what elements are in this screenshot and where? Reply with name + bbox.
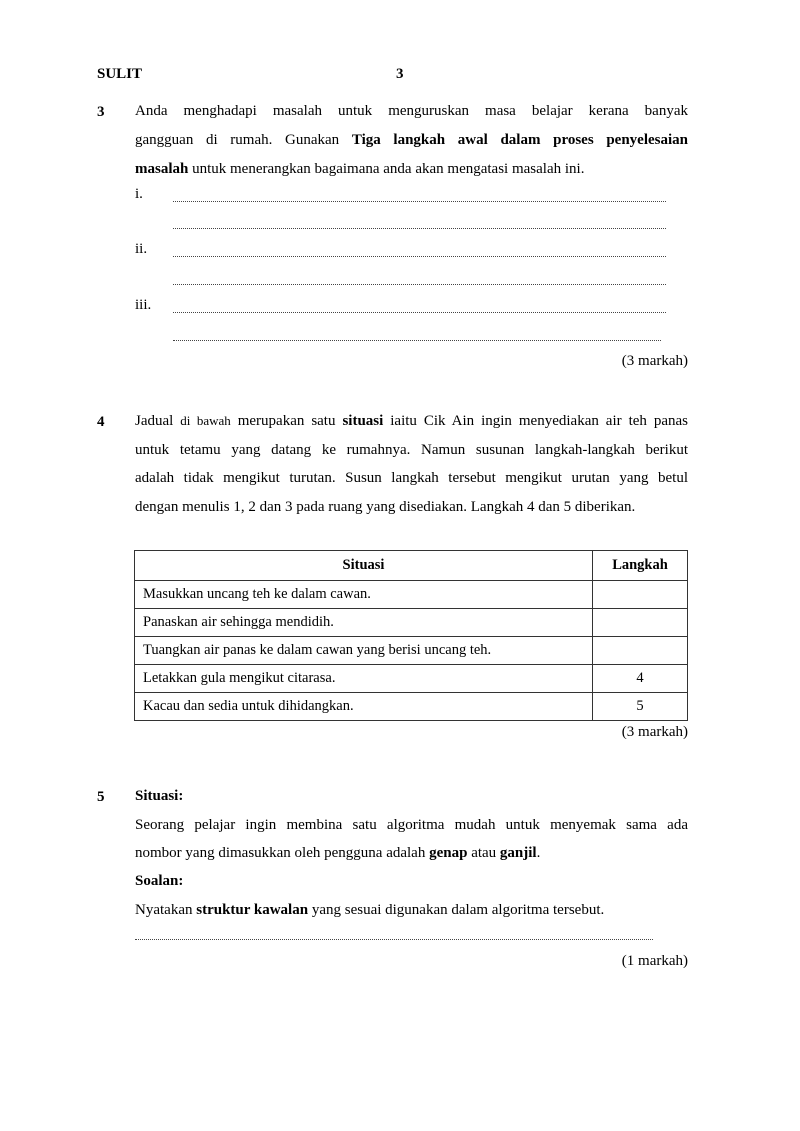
situasi-cell: Tuangkan air panas ke dalam cawan yang berisi uncang teh.: [135, 637, 593, 665]
table-row: [135, 581, 688, 609]
q5-text: Nyatakan: [135, 902, 197, 918]
q3-bold-text: masalah: [135, 161, 189, 177]
question-4-marks: (3 markah): [621, 724, 688, 740]
question-5-number: 5: [97, 789, 105, 805]
q3-text: untuk menerangkan bagaimana anda akan mengatasi masalah ini.: [188, 161, 585, 177]
question-5-text-line-3: [135, 896, 688, 924]
question-4-text-line-2: untuk tetamu yang datang ke rumahnya. Namun susunan langkah-langkah berikut: [135, 442, 688, 458]
question-5-text-line-2: [135, 839, 688, 867]
question-5-marks: (1 markah): [621, 953, 688, 969]
answer-line-q5[interactable]: [135, 939, 653, 940]
page-number: 3: [396, 66, 404, 82]
table-header-row: [135, 551, 688, 581]
answer-label-i: i.: [135, 186, 143, 202]
question-3-marks: (3 markah): [621, 353, 688, 369]
q3-text: gangguan di rumah. Gunakan: [135, 132, 352, 148]
soalan-label: Soalan:: [135, 873, 184, 889]
q5-bold-text: ganjil: [499, 845, 537, 861]
answer-line-iii-1[interactable]: [173, 312, 666, 313]
langkah-input-cell[interactable]: [593, 581, 688, 609]
question-3-text-line-1: Anda menghadapi masalah untuk menguruskan masa belajar kerana banyak: [135, 103, 688, 119]
table-row: [135, 693, 688, 721]
langkah-cell: 4: [593, 665, 688, 693]
q5-text: nombor yang dimasukkan oleh pengguna adalah: [135, 845, 430, 861]
question-3-text-line-2: [135, 126, 688, 154]
column-header-langkah: Langkah: [593, 551, 688, 581]
question-4-text-line-1: [135, 407, 688, 435]
q5-text: yang sesuai digunakan dalam algoritma tersebut.: [308, 902, 605, 918]
q5-bold-text: genap: [429, 845, 468, 861]
table-row: [135, 637, 688, 665]
q4-text: di bawah: [180, 413, 231, 428]
question-3-text-line-3: [135, 155, 688, 183]
answer-line-ii-2[interactable]: [173, 284, 666, 285]
answer-label-ii: ii.: [135, 241, 148, 257]
situasi-cell: Panaskan air sehingga mendidih.: [135, 609, 593, 637]
answer-label-iii: iii.: [135, 297, 152, 313]
table-row: [135, 665, 688, 693]
column-header-situasi: Situasi: [135, 551, 593, 581]
question-3-number: 3: [97, 104, 105, 120]
q5-text: .: [536, 845, 541, 861]
q3-bold-text: Tiga langkah awal dalam proses penyelesaian: [351, 132, 689, 148]
langkah-input-cell[interactable]: [593, 637, 688, 665]
answer-line-ii-1[interactable]: [173, 256, 666, 257]
answer-line-i-1[interactable]: [173, 201, 666, 202]
answer-line-iii-2[interactable]: [173, 340, 661, 341]
situasi-cell: Kacau dan sedia untuk dihidangkan.: [135, 693, 593, 721]
langkah-input-cell[interactable]: [593, 609, 688, 637]
question-4-text-line-4: dengan menulis 1, 2 dan 3 pada ruang yang disediakan. Langkah 4 dan 5 diberikan.: [135, 499, 636, 515]
answer-line-i-2[interactable]: [173, 228, 666, 229]
langkah-cell: 5: [593, 693, 688, 721]
q4-bold-text: situasi: [342, 413, 384, 429]
q5-bold-text: struktur kawalan: [196, 902, 309, 918]
question-4-text-line-3: adalah tidak mengikut turutan. Susun langkah tersebut mengikut urutan yang betul: [135, 470, 688, 486]
situasi-label: Situasi:: [135, 788, 184, 804]
question-4-number: 4: [97, 414, 105, 430]
header-sulit: SULIT: [97, 66, 143, 82]
table-row: [135, 609, 688, 637]
question-5-text-line-1: Seorang pelajar ingin membina satu algoritma mudah untuk menyemak sama ada: [135, 817, 688, 833]
steps-table: [134, 550, 688, 721]
q4-text: iaitu Cik Ain ingin menyediakan air teh panas: [383, 413, 688, 429]
situasi-cell: Masukkan uncang teh ke dalam cawan.: [135, 581, 593, 609]
q4-text: Jadual: [135, 413, 181, 429]
q5-text: atau: [467, 845, 500, 861]
situasi-cell: Letakkan gula mengikut citarasa.: [135, 665, 593, 693]
q4-text: merupakan satu: [230, 413, 343, 429]
